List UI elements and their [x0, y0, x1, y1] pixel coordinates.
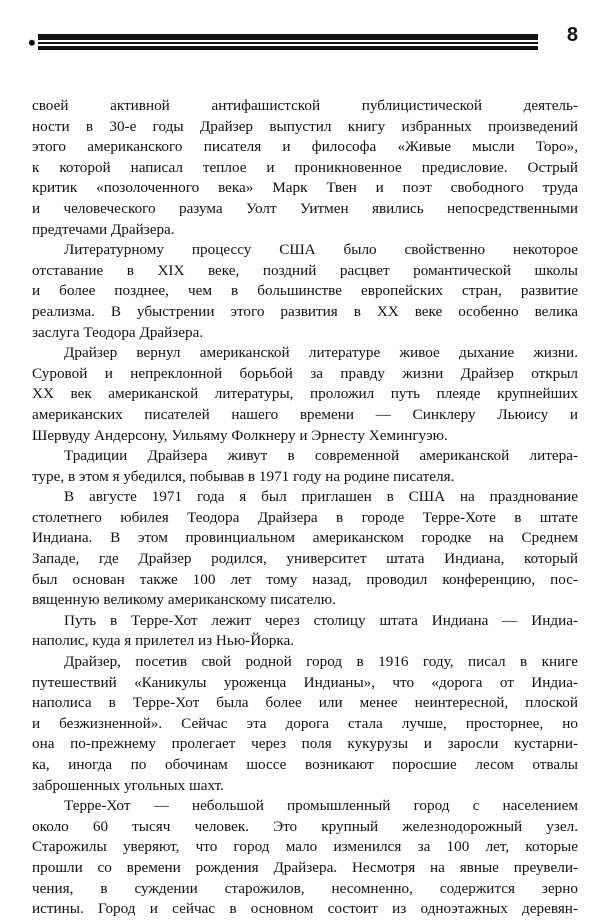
text-line: Старожилы уверяют, что город мало изменился за 100 лет, которые [32, 838, 578, 856]
text-line: предтечами Драйзера. [32, 220, 175, 238]
text-line: ности в 30-е годы Драйзер выпустил книгу избранных произведений [32, 117, 578, 135]
text-line: Традиции Драйзера живут в современной американской литера- [64, 447, 578, 465]
text-line: этого американского писателя и философа «Живые мысли Торо», [32, 138, 578, 156]
text-line: Шервуду Андерсону, Уильяму Фолкнеру и Эрнесту Хемингуэю. [32, 426, 448, 444]
text-line: критик «позолоченного века» Марк Твен и поэт свободного труда [32, 179, 578, 197]
text-line: Индиана. В этом провинциальном американском городке на Среднем [32, 529, 578, 547]
text-line: Драйзер, посетив свой родной город в 1916 году, писал в книге [64, 653, 578, 671]
text-line: заслуга Теодора Драйзера. [32, 323, 204, 341]
text-line: Драйзер вернул американской литературе живое дыхание жизни. [64, 344, 578, 362]
text-line: Путь в Терре-Хот лежит через столицу штата Индиана — Индиа- [64, 611, 578, 629]
text-line: чения, в суждении старожилов, несомненно, содержится зерно [32, 879, 578, 897]
header-rule [38, 34, 538, 40]
text-line: Западе, где Драйзер родился, университет штата Индиана, который [32, 550, 578, 568]
text-line: был основан также 100 лет тому назад, проводил конференцию, пос- [32, 570, 578, 588]
text-line: В августе 1971 года я был приглашен в США на празднование [64, 488, 578, 506]
text-line: ка, иногда по обочинам шоссе возникают поросшие лесом отвалы [32, 756, 578, 773]
ornament-curl-icon: • [28, 30, 36, 55]
text-line: путешествий «Каникулы уроженца Индианы», что «дорога от Индиа- [32, 673, 578, 691]
text-line: Суровой и непреклонной борьбой за правду жизни Драйзер открыл [32, 364, 578, 382]
header-rule [38, 42, 538, 44]
page-number: 8 [566, 24, 578, 46]
text-line: истины. Город и сейчас в основном состоит из одноэтажных деревян- [32, 900, 578, 918]
text-line: наполиса в Терре-Хот была более или менее неинтересной, плоской [32, 694, 578, 712]
text-line: и безжизненной». Сейчас эта дорога стала лучше, просторнее, но [32, 714, 578, 732]
text-line: Терре-Хот — небольшой промышленный город с населением [64, 797, 578, 815]
text-line: вященную великому американскому писателю. [32, 591, 336, 609]
text-line: и человеческого разума Уолт Уитмен явились непосредственными [32, 199, 578, 217]
text-line: заброшенных угольных шахт. [32, 776, 224, 794]
body-text [32, 96, 578, 920]
text-line: Литературному процессу США было свойственно некоторое [64, 241, 578, 259]
text-line: к которой написал теплое и проникновенное предисловие. Острый [32, 158, 578, 176]
text-line: наполис, куда я прилетел из Нью-Йорка. [32, 632, 295, 650]
header-rule [38, 46, 538, 50]
text-line: около 60 тысяч человек. Это крупный железнодорожный узел. [32, 817, 578, 835]
text-line: туре, в этом я убедился, побывав в 1971 году на родине писателя. [32, 467, 455, 485]
text-line: американских писателей нашего времени — Синклеру Льюису и [32, 405, 578, 423]
text-line: она по-прежнему пролегает через поля кукурузы и заросли кустарни- [32, 735, 578, 753]
text-line: своей активной антифашистской публицистической деятель- [32, 97, 578, 114]
text-line: XX век американской литературы, проложил путь плеяде крупнейших [32, 385, 578, 403]
text-line: отставание в XIX веке, поздний расцвет романтической школы [32, 261, 578, 279]
text-line: прошли со времени рождения Драйзера. Несмотря на явные преувели- [32, 858, 578, 876]
text-line: реализма. В убыстрении этого развития в XX веке особенно велика [32, 302, 578, 320]
page-header [30, 22, 578, 56]
text-line: и более позднее, чем в большинстве европейских стран, развитие [32, 282, 578, 300]
text-line: столетнего юбилея Теодора Драйзера в городе Терре-Хоте в штате [32, 508, 578, 526]
